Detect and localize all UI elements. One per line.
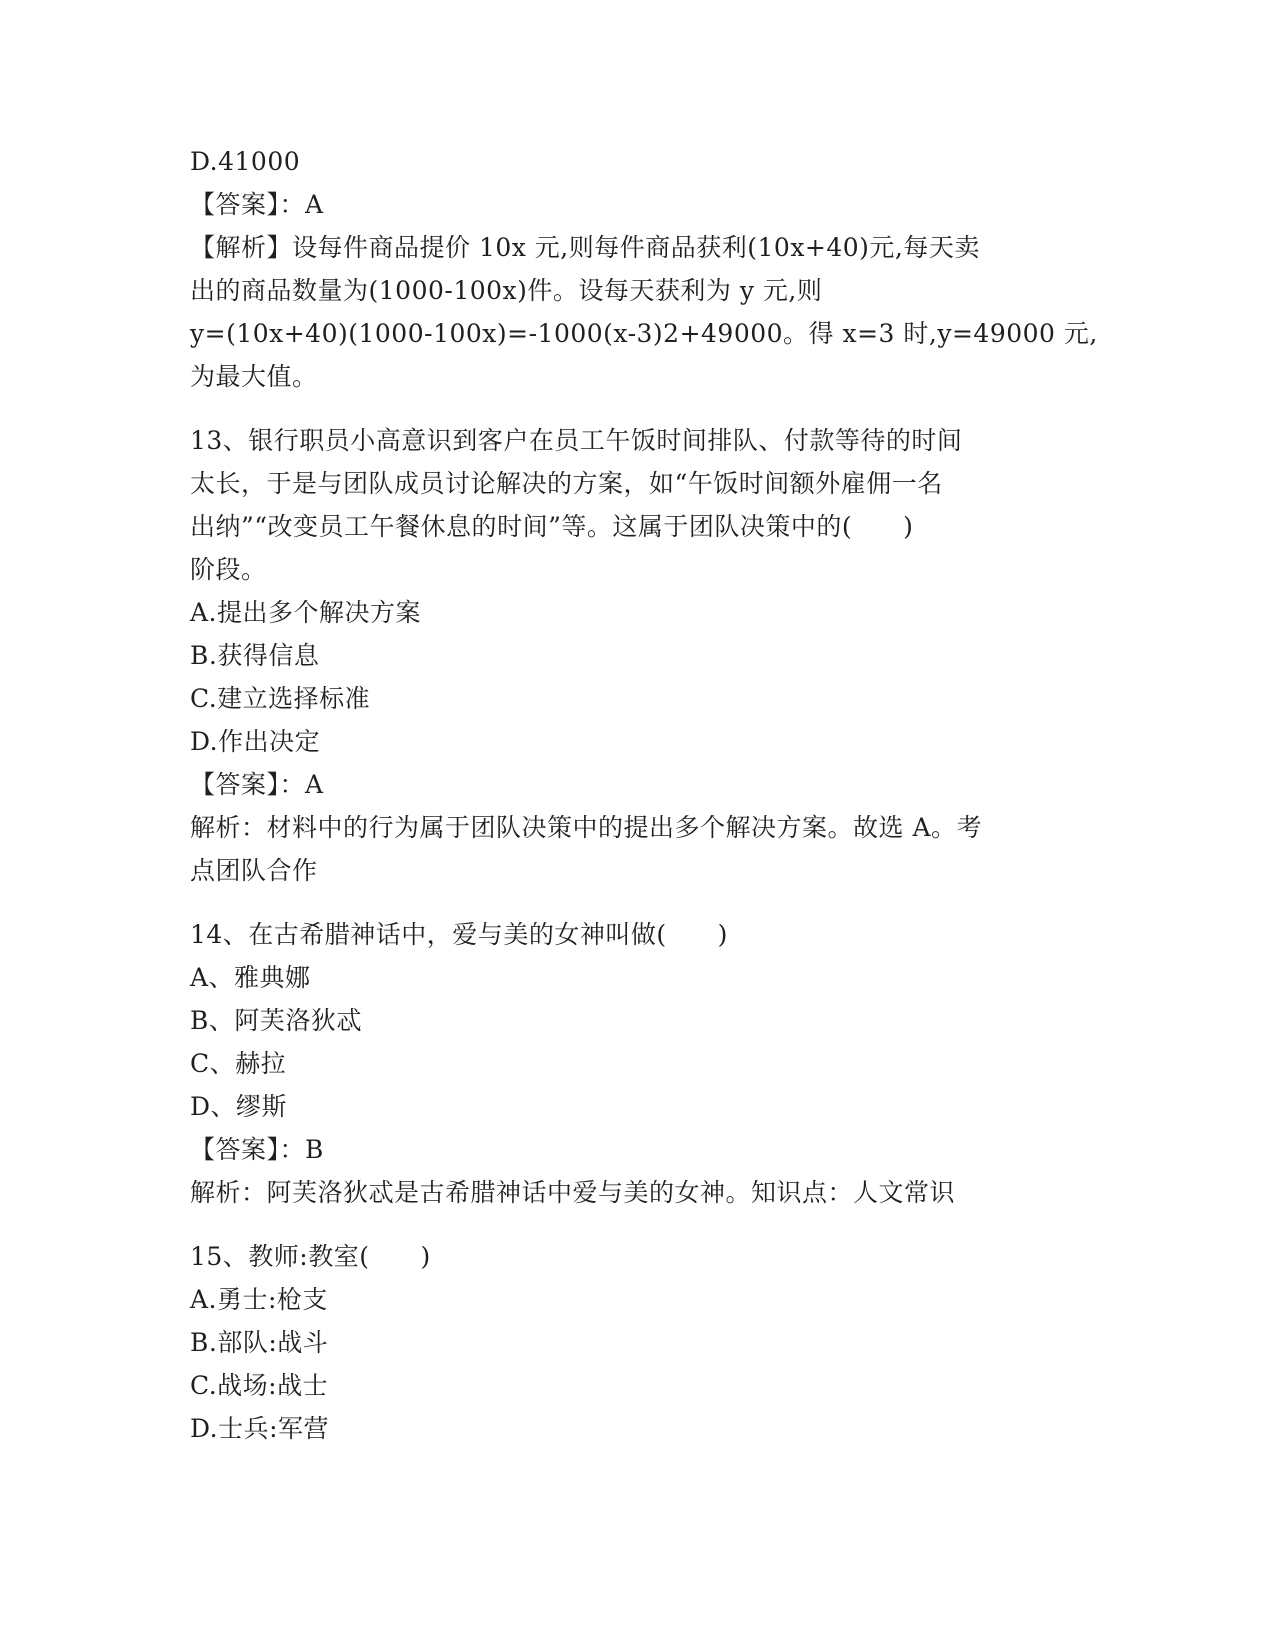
question-text: 阶段。 bbox=[190, 555, 267, 584]
answer-label: 【答案】：B bbox=[190, 1135, 324, 1164]
explanation-line: y=(10x+40)(1000-100x)=-1000(x-3)2+49000。得 x=3 时,y=49000 元, bbox=[190, 319, 1098, 348]
option-c: C、赫拉 bbox=[190, 1049, 287, 1078]
option-d: D.作出决定 bbox=[190, 727, 321, 756]
question-text: 14、在古希腊神话中，爱与美的女神叫做( ) bbox=[190, 920, 728, 949]
option-b: B、阿芙洛狄忒 bbox=[190, 1006, 362, 1035]
option-c: C.战场:战士 bbox=[190, 1371, 329, 1400]
question-13 bbox=[190, 419, 1090, 892]
option-a: A.提出多个解决方案 bbox=[190, 598, 422, 627]
explanation-line: 为最大值。 bbox=[190, 362, 318, 391]
option-d: D.士兵:军营 bbox=[190, 1414, 330, 1443]
option-d: D.41000 bbox=[190, 147, 301, 176]
question-14 bbox=[190, 913, 1090, 1214]
question-text: 太长，于是与团队成员讨论解决的方案，如“午饭时间额外雇佣一名 bbox=[190, 469, 943, 498]
option-b: B.获得信息 bbox=[190, 641, 320, 670]
question-text: 出纳”“改变员工午餐休息的时间”等。这属于团队决策中的( ) bbox=[190, 512, 914, 541]
answer-label: 【答案】：A bbox=[190, 770, 324, 799]
question-text: 13、银行职员小高意识到客户在员工午饭时间排队、付款等待的时间 bbox=[190, 426, 963, 455]
question-15 bbox=[190, 1235, 1090, 1450]
explanation-line: 解析：阿芙洛狄忒是古希腊神话中爱与美的女神。知识点：人文常识 bbox=[190, 1178, 956, 1207]
explanation-line: 点团队合作 bbox=[190, 856, 318, 885]
document-page bbox=[190, 140, 1098, 1450]
explanation-line: 解析：材料中的行为属于团队决策中的提出多个解决方案。故选 A。考 bbox=[190, 813, 983, 842]
option-a: A、雅典娜 bbox=[190, 963, 311, 992]
option-c: C.建立选择标准 bbox=[190, 684, 371, 713]
option-b: B.部队:战斗 bbox=[190, 1328, 329, 1357]
answer-label: 【答案】：A bbox=[190, 190, 324, 219]
option-a: A.勇士:枪支 bbox=[190, 1285, 328, 1314]
explanation-line: 出的商品数量为(1000-100x)件。设每天获利为 y 元,则 bbox=[190, 276, 823, 305]
question-text: 15、教师:教室( ) bbox=[190, 1242, 431, 1271]
option-d: D、缪斯 bbox=[190, 1092, 288, 1121]
explanation-line: 【解析】设每件商品提价 10x 元,则每件商品获利(10x+40)元,每天卖 bbox=[190, 233, 980, 262]
question-12-tail bbox=[190, 140, 1098, 398]
